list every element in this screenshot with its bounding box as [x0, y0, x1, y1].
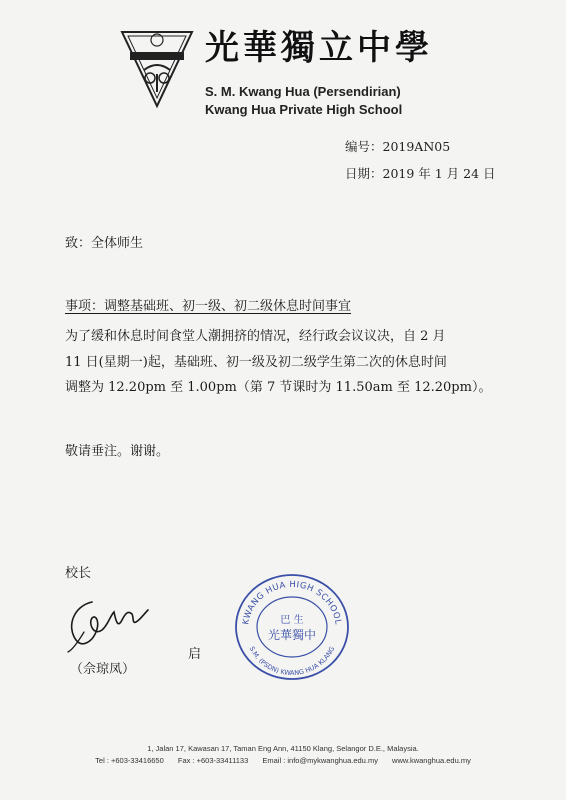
- handwritten-signature: [62, 592, 162, 654]
- footer-website: www.kwanghua.edu.my: [392, 756, 471, 765]
- school-name-english: Kwang Hua Private High School: [205, 102, 403, 117]
- letter-body: [65, 324, 510, 401]
- footer-tel: Tel : +603-33416650: [95, 756, 164, 765]
- signoff-qi: 启: [188, 647, 202, 662]
- stamp-ring-bottom: S.M. (PSDN) KWANG HUA KLANG: [247, 645, 337, 678]
- school-stamp-seal: [232, 571, 352, 681]
- stamp-ring-top: KWANG HUA HIGH SCHOOL: [241, 579, 343, 626]
- body-line-2: 11 日(星期一)起，基础班、初一级及初二级学生第二次的休息时间: [65, 354, 447, 370]
- reference-number: 编号：2019AN05: [345, 139, 451, 154]
- body-line-3: 调整为 12.20pm 至 1.00pm（第 7 节课时为 11.50am 至 12.20pm）。: [65, 380, 492, 395]
- footer-fax: Fax : +603-33411133: [177, 756, 249, 765]
- subject-line: 事项：调整基础班、初一级、初二级休息时间事宜: [65, 299, 352, 314]
- footer-email: Email : info@mykwanghua.edu.my: [262, 756, 378, 765]
- school-name-chinese: 光華獨立中學: [205, 28, 433, 68]
- body-line-1: 为了缓和休息时间食堂人潮拥挤的情况，经行政会议议决，自 2 月: [65, 329, 446, 344]
- school-crest-logo: [114, 20, 200, 110]
- svg-text:S.M. (PSDN) KWANG HUA KLANG: [248, 645, 337, 677]
- school-name-malay: S. M. Kwang Hua (Persendirian): [205, 84, 401, 99]
- closing-remark: 敬请垂注。谢谢。: [65, 444, 170, 459]
- letter-date: 日期：2019 年 1 月 24 日: [345, 166, 496, 181]
- signatory-title: 校长: [65, 566, 92, 581]
- recipient-line: 致：全体师生: [65, 236, 144, 251]
- footer-contacts: [0, 756, 566, 765]
- footer-address: 1, Jalan 17, Kawasan 17, Taman Eng Ann, 41150 Klang, Selangor D.E., Malaysia.: [147, 744, 419, 753]
- stamp-center-top: 巴 生: [280, 615, 304, 626]
- signatory-name: （佘琼凤）: [70, 662, 136, 677]
- stamp-center-bottom: 光華獨中: [267, 628, 317, 642]
